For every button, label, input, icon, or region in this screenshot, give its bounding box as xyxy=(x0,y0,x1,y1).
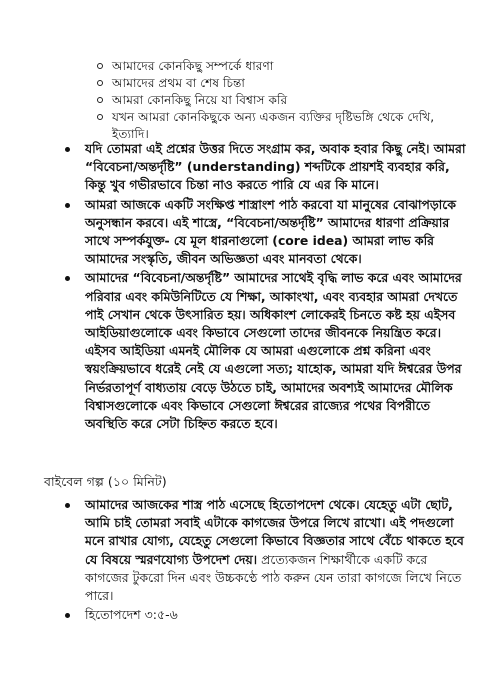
story-bullet-instruction-text: প্রত্যেকজন শিক্ষার্থীকে একটি করে কাগজের টুকরো দিন এবং উচ্চকণ্ঠে পাঠ করুন যেন তারা কাগজে লিখে নিতে পারে। xyxy=(85,551,462,604)
bullet-item xyxy=(62,496,474,605)
understanding-bullet-list xyxy=(62,140,474,434)
sub-list-item-text: আমাদের প্রথম বা শেষ চিন্তা xyxy=(112,76,245,90)
bullet-item xyxy=(62,269,474,433)
circle-bullet-icon xyxy=(97,97,103,103)
sub-list-item-text: আমরা কোনকিছু নিয়ে যা বিশ্বাস করি xyxy=(112,93,288,107)
section-heading: বাইবেল গল্প (১০ মিনিট) xyxy=(44,474,167,489)
bullet-icon xyxy=(65,613,70,618)
bullet-icon xyxy=(65,147,70,152)
story-bullet-bold-text: আমাদের আজকের শাস্ত্র পাঠ এসেছে হিতোপদেশ থেকে। যেহেতু এটা ছোট, আমি চাই তোমরা সবাই এটাকে কাগজের উপরে লিখে রাখো। এই পদগুলো মনে রাখার যোগ্য, যেহেতু সেগুলো কিভাবে বিজ্ঞতার সাথে বেঁচে থাকতে হবে যে বিষয়ে স্মরণযোগ্য উপদেশ দেয়। xyxy=(85,497,464,567)
bullet-icon xyxy=(65,503,70,508)
sub-list-item xyxy=(96,58,466,75)
bullet-icon xyxy=(65,203,70,208)
bullet-item xyxy=(62,140,474,195)
sub-list-item xyxy=(96,92,466,109)
bullet-icon xyxy=(65,276,70,281)
circle-bullet-icon xyxy=(97,63,103,69)
bullet-text: যদি তোমরা এই প্রশ্নের উত্তর দিতে সংগ্রাম কর, অবাক হবার কিছু নেই। আমরা “বিবেচনা/অন্তর্দৃষ্টি” (understanding) শব্দটিকে প্রায়শই ব্যবহার করি, কিন্তু খুব গভীরভাবে চিন্তা নাও করতে পারি যে এর কি মানে। xyxy=(85,141,466,193)
sub-list-item xyxy=(96,75,466,92)
bullet-item xyxy=(62,606,474,624)
bullet-item xyxy=(62,196,474,269)
scripture-reference: হিতোপদেশ ৩:৫-৬ xyxy=(85,607,178,623)
concept-sub-list xyxy=(96,58,466,143)
bullet-text: আমরা আজকে একটি সংক্ষিপ্ত শাস্ত্রাংশ পাঠ করবো যা মানুষের বোঝাপড়াকে অনুসন্ধান করবে। এই শাস্ত্রে, “বিবেচনা/অন্তর্দৃষ্টি” আমাদের ধারণা প্রক্রিয়ার সাথে সম্পর্কযুক্ত- যে মূল ধারনাগুলো (core idea) আমরা লাভ করি আমাদের সংস্কৃতি, জীবন অভিজ্ঞতা এবং মানবতা থেকে। xyxy=(85,196,456,267)
sub-list-item-text: যখন আমরা কোনকিছুকে অন্য একজন ব্যক্তির দৃষ্টিভঙ্গি থেকে দেখি, ইত্যাদি। xyxy=(112,110,435,141)
bullet-text: আমাদের “বিবেচনা/অন্তর্দৃষ্টি” আমাদের সাথেই বৃদ্ধি লাভ করে এবং আমাদের পরিবার এবং কমিউনিটিতে যে শিক্ষা, আকাংখা, এবং ব্যবহার আমরা দেখতে পাই সেখান থেকে উৎসারিত হয়। অধিকাংশ লোকেরই চিনতে কষ্ট হয় এইসব আইডিয়াগুলোকে এবং কিভাবে সেগুলো তাদের জীবনকে নিয়ন্ত্রিত করে। এইসব আইডিয়া এমনই মৌলিক যে আমরা এগুলোকে প্রশ্ন করিনা এবং স্বয়ংক্রিয়ভাবে ধরেই নেই যে এগুলো সত্য; যাহোক, আমরা যদি ঈশ্বরের উপর নির্ভরতাপূর্ণ বাধ্যতায় বেড়ে উঠতে চাই, আমাদের অবশ্যই আমাদের মৌলিক বিশ্বাসগুলোকে এবং কিভাবে সেগুলো ঈশ্বরের রাজ্যের পথের বিপরীতে অবস্থিতি করে সেটা চিহ্নিত করতে হবে। xyxy=(85,270,462,432)
sub-list-item-text: আমাদের কোনকিছু সম্পর্কে ধারণা xyxy=(112,59,274,73)
bible-story-list xyxy=(62,496,474,625)
circle-bullet-icon xyxy=(97,114,103,120)
circle-bullet-icon xyxy=(97,80,103,86)
sub-list-item xyxy=(96,109,466,143)
